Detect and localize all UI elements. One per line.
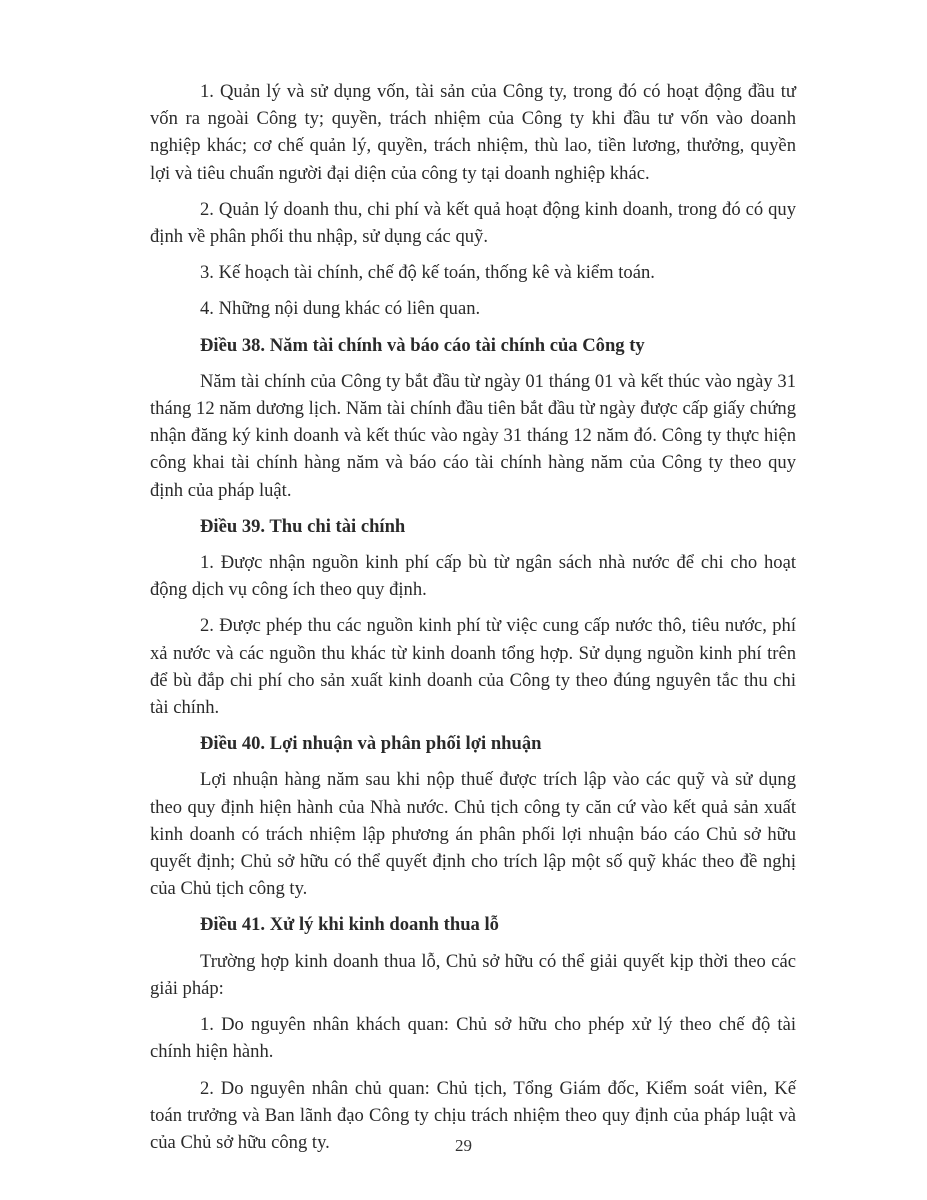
article-40-body: Lợi nhuận hàng năm sau khi nộp thuế được trích lập vào các quỹ và sử dụng theo quy định hiện hành của Nhà nước. Chủ tịch công ty căn cứ vào kết quả sản xuất kinh doanh có trách nhiệm lập phương án phân phối lợi nhuận báo cáo Chủ sở hữu quyết định; Chủ sở hữu có thể quyết định cho trích lập một số quỹ khác theo đề nghị của Chủ tịch công ty. — [150, 769, 796, 900]
article-41-heading: Điều 41. Xử lý khi kinh doanh thua lỗ — [200, 914, 499, 936]
article-40-heading: Điều 40. Lợi nhuận và phân phối lợi nhuận — [200, 733, 542, 755]
paragraph-item-2: 2. Quản lý doanh thu, chi phí và kết quả hoạt động kinh doanh, trong đó có quy định về phân phối thu nhập, sử dụng các quỹ. — [150, 198, 796, 248]
article-41-item-1: 1. Do nguyên nhân khách quan: Chủ sở hữu cho phép xử lý theo chế độ tài chính hiện hành. — [150, 1014, 796, 1063]
paragraph-item-4: 4. Những nội dung khác có liên quan. — [200, 298, 481, 320]
article-39-item-2: 2. Được phép thu các nguồn kinh phí từ việc cung cấp nước thô, tiêu nước, phí xả nước và các nguồn thu khác từ kinh doanh tổng hợp. Sử dụng nguồn kinh phí trên để bù đắp chi phí cho sản xuất kinh doanh của Công ty theo đúng nguyên tắc thu chi tài chính. — [150, 615, 796, 719]
article-41-item-2: 2. Do nguyên nhân chủ quan: Chủ tịch, Tổng Giám đốc, Kiểm soát viên, Kế toán trưởng và Ban lãnh đạo Công ty chịu trách nhiệm theo quy định của pháp luật và của Chủ sở hữu công ty. — [150, 1077, 796, 1153]
article-38-heading: Điều 38. Năm tài chính và báo cáo tài chính của Công ty — [200, 334, 645, 356]
article-39-item-1: 1. Được nhận nguồn kinh phí cấp bù từ ngân sách nhà nước để chi cho hoạt động dịch vụ công ích theo quy định. — [150, 552, 796, 601]
article-41-intro: Trường hợp kinh doanh thua lỗ, Chủ sở hữu có thể giải quyết kịp thời theo các giải pháp: — [150, 950, 796, 999]
article-38-body: Năm tài chính của Công ty bắt đầu từ ngày 01 tháng 01 và kết thúc vào ngày 31 tháng 12 năm dương lịch. Năm tài chính đầu tiên bắt đầu từ ngày được cấp giấy chứng nhận đăng ký kinh doanh và kết thúc vào ngày 31 tháng 12 năm đó. Công ty thực hiện công khai tài chính hàng năm và báo cáo tài chính hàng năm của Công ty theo quy định của pháp luật. — [150, 370, 796, 501]
document-page — [150, 78, 796, 1165]
paragraph-item-3: 3. Kế hoạch tài chính, chế độ kế toán, thống kê và kiểm toán. — [200, 262, 655, 284]
page-number: 29 — [455, 1136, 472, 1155]
paragraph-item-1: 1. Quản lý và sử dụng vốn, tài sản của Công ty, trong đó có hoạt động đầu tư vốn ra ngoài Công ty; quyền, trách nhiệm của Công ty khi đầu tư vốn vào doanh nghiệp khác; cơ chế quản lý, quyền, trách nhiệm, thù lao, tiền lương, thưởng, quyền lợi và tiêu chuẩn người đại diện của công ty tại doanh nghiệp khác. — [150, 81, 796, 184]
article-39-heading: Điều 39. Thu chi tài chính — [200, 515, 406, 537]
